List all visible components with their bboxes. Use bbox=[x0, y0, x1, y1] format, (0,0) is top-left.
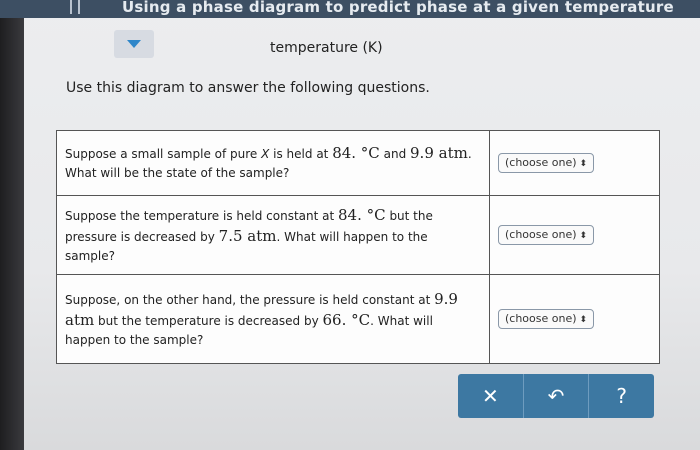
diagram-toggle-button[interactable] bbox=[114, 30, 154, 58]
answer-cell bbox=[490, 196, 660, 275]
select-label: (choose one) bbox=[505, 227, 577, 241]
top-bar bbox=[0, 0, 700, 18]
undo-button[interactable] bbox=[524, 374, 590, 418]
page-title: Using a phase diagram to predict phase at a given temperature bbox=[122, 0, 674, 16]
select-arrows-icon: ⬍ bbox=[579, 230, 588, 241]
table-row bbox=[57, 196, 660, 275]
question-cell bbox=[57, 131, 490, 196]
help-button[interactable] bbox=[589, 374, 654, 418]
question-text: Suppose a small sample of pure bbox=[65, 147, 262, 162]
question-text: and bbox=[379, 147, 411, 162]
question-text: but the temperature is decreased by bbox=[94, 314, 323, 329]
undo-icon: ↶ bbox=[547, 384, 565, 408]
select-arrows-icon: ⬍ bbox=[579, 158, 588, 169]
question-text: . What will happen to the sample? bbox=[65, 314, 433, 348]
table-row bbox=[57, 275, 660, 364]
question-text: Suppose the temperature is held constant at bbox=[65, 208, 339, 223]
answer-select[interactable] bbox=[498, 153, 594, 173]
temperature-value: 66. °C bbox=[322, 311, 371, 330]
answer-cell bbox=[490, 131, 660, 196]
question-text: but the pressure is decreased by bbox=[65, 208, 433, 245]
menu-icon[interactable] bbox=[70, 0, 80, 14]
question-cell bbox=[57, 196, 490, 275]
select-label: (choose one) bbox=[505, 311, 577, 325]
question-text: Suppose, on the other hand, the pressure is held constant at bbox=[65, 292, 435, 307]
pressure-value: 9.9 atm bbox=[65, 289, 458, 330]
answer-cell bbox=[490, 275, 660, 364]
select-arrows-icon: ⬍ bbox=[579, 314, 588, 325]
close-icon: ✕ bbox=[481, 384, 499, 408]
temperature-value: 84. °C bbox=[332, 144, 380, 163]
chevron-down-icon bbox=[127, 40, 141, 48]
help-icon: ? bbox=[616, 384, 627, 408]
question-text: What will be the state of the sample? bbox=[65, 166, 290, 181]
question-cell bbox=[57, 275, 490, 364]
temperature-value: 84. °C bbox=[338, 205, 386, 224]
select-label: (choose one) bbox=[505, 155, 577, 169]
clear-button[interactable] bbox=[458, 374, 524, 418]
question-text: is held at bbox=[269, 147, 333, 162]
question-text: . bbox=[467, 147, 472, 162]
instructions-text: Use this diagram to answer the following questions. bbox=[66, 80, 430, 96]
pressure-value: 9.9 atm bbox=[410, 144, 468, 163]
left-edge bbox=[0, 18, 24, 450]
questions-table bbox=[56, 130, 660, 364]
pressure-value: 7.5 atm bbox=[218, 227, 277, 246]
axis-label: temperature (K) bbox=[270, 40, 383, 56]
question-text: . What will happen to the sample? bbox=[65, 230, 428, 264]
variable: X bbox=[261, 147, 270, 162]
answer-select[interactable] bbox=[498, 309, 594, 329]
action-buttons bbox=[458, 374, 654, 418]
table-row bbox=[57, 131, 660, 196]
answer-select[interactable] bbox=[498, 225, 594, 245]
